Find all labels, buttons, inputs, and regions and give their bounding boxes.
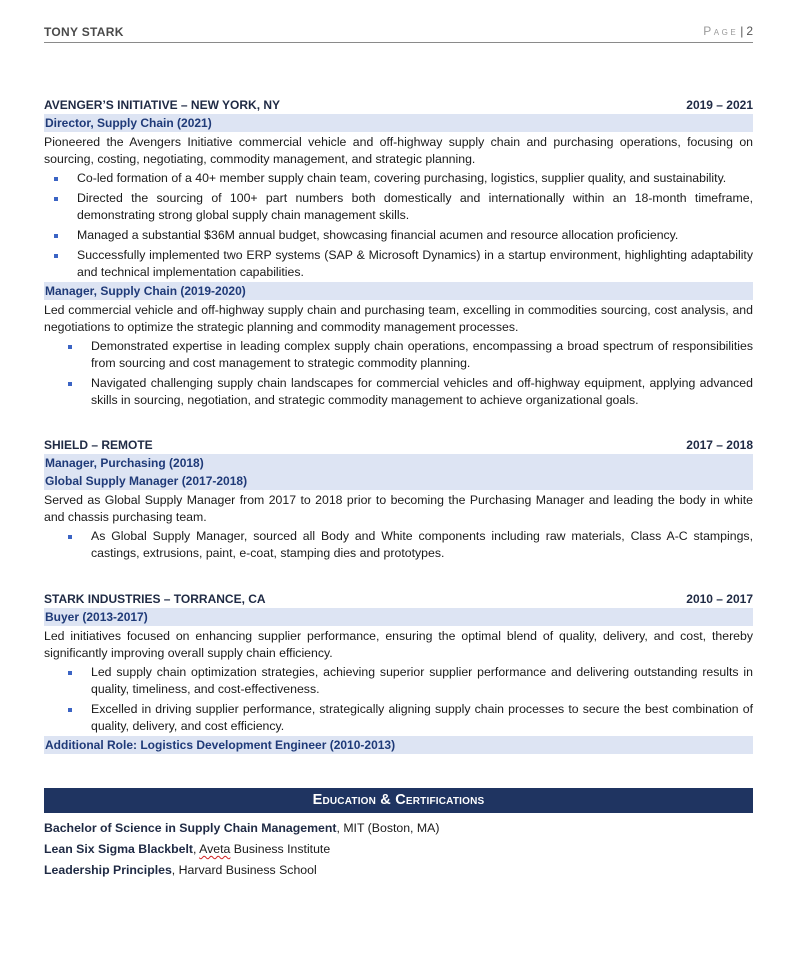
company-name: STARK INDUSTRIES – TORRANCE, CA: [44, 592, 266, 606]
page-label: Page: [703, 24, 739, 38]
achievement-item: Co-led formation of a 40+ member supply chain team, covering purchasing, logistics, supplier quality, and sustainability.: [44, 170, 753, 187]
education-heading-text: Education & Certifications: [312, 792, 485, 808]
role-title: Buyer (2013-2017): [44, 608, 753, 626]
role-summary: Served as Global Supply Manager from 2017 to 2018 prior to becoming the Purchasing Manager and leading the body in white and chassis purchasing team.: [44, 493, 753, 524]
education-item: Leadership Principles, Harvard Business School: [44, 863, 317, 877]
achievement-item: Managed a substantial $36M annual budget, showcasing financial acumen and resource allocation proficiency.: [44, 227, 753, 244]
institution-flagged-word: Aveta: [199, 842, 231, 856]
employment-dates: 2010 – 2017: [686, 592, 753, 606]
employment-dates: 2017 – 2018: [686, 438, 753, 452]
page-separator: |: [740, 24, 744, 38]
role-summary: Pioneered the Avengers Initiative commercial vehicle and off-highway supply chain and purchasing operations, focusing on sourcing, costing, negotiating, commodity management, and strategic planning.: [44, 135, 753, 166]
role-summary: Led commercial vehicle and off-highway supply chain and purchasing team, excelling in commodities sourcing, cost analysis, and negotiations to optimize the strategic planning and commodity management processes.: [44, 303, 753, 334]
achievement-item: Excelled in driving supplier performance, strategically aligning supply chain processes to secure the best combination of quality, delivery, and cost efficiency.: [44, 701, 753, 735]
header-name: TONY STARK: [44, 25, 124, 39]
education-item: Bachelor of Science in Supply Chain Management, MIT (Boston, MA): [44, 821, 440, 835]
education-section-heading: [44, 788, 753, 813]
institution-name: Harvard Business School: [178, 863, 317, 877]
page-number: 2: [746, 24, 753, 38]
employment-dates: 2019 – 2021: [686, 98, 753, 112]
education-item: Lean Six Sigma Blackbelt, Aveta Business Institute: [44, 842, 331, 856]
achievement-list: [44, 528, 753, 562]
role-title: Manager, Supply Chain (2019-2020): [44, 282, 753, 300]
credential-name: Leadership Principles: [44, 863, 172, 877]
education-list: [44, 818, 753, 881]
role-title: Director, Supply Chain (2021): [44, 114, 753, 132]
role-summary: Led initiatives focused on enhancing supplier performance, ensuring the optimal blend of quality, delivery, and cost, thereby significantly improving overall supply chain efficiency.: [44, 629, 753, 660]
institution-name: Business Institute: [230, 842, 331, 856]
achievement-list: [44, 664, 753, 735]
page-header: [44, 24, 753, 43]
job-shield: [44, 437, 753, 565]
achievement-item: Navigated challenging supply chain landscapes for commercial vehicles and off-highway equipment, applying advanced skills in sourcing, negotiation, and strategic commodity management to achieve organizational goals.: [44, 375, 753, 409]
achievement-item: Demonstrated expertise in leading complex supply chain operations, encompassing a broad spectrum of responsibilities from sourcing and cost management to strategic commodity planning.: [44, 338, 753, 372]
credential-name: Lean Six Sigma Blackbelt: [44, 842, 193, 856]
achievement-list: [44, 170, 753, 281]
job-avengers: [44, 97, 753, 412]
achievement-item: Directed the sourcing of 100+ part numbers both domestically and internationally within an 18-month timeframe, demonstrating strong global supply chain management skills.: [44, 190, 753, 224]
job-stark-industries: [44, 591, 753, 754]
achievement-item: As Global Supply Manager, sourced all Body and White components including raw materials, Class A-C stampings, castings, extrusions, paint, e-coat, stamping dies and prototypes.: [44, 528, 753, 562]
header-page-indicator: [703, 24, 753, 38]
company-name: AVENGER’S INITIATIVE – NEW YORK, NY: [44, 98, 281, 112]
company-name: SHIELD – REMOTE: [44, 438, 153, 452]
credential-name: Bachelor of Science in Supply Chain Management: [44, 821, 337, 835]
institution-name: MIT (Boston, MA): [343, 821, 440, 835]
achievement-item: Led supply chain optimization strategies, achieving superior supplier performance and delivering outstanding results in quality, timeliness, and cost-effectiveness.: [44, 664, 753, 698]
role-title: Manager, Purchasing (2018): [44, 454, 753, 472]
role-title: Global Supply Manager (2017-2018): [44, 472, 753, 490]
achievement-list: [44, 338, 753, 409]
role-title: Additional Role: Logistics Development Engineer (2010-2013): [44, 736, 753, 754]
achievement-item: Successfully implemented two ERP systems (SAP & Microsoft Dynamics) in a startup environment, highlighting adaptability and technical implementation capabilities.: [44, 247, 753, 281]
